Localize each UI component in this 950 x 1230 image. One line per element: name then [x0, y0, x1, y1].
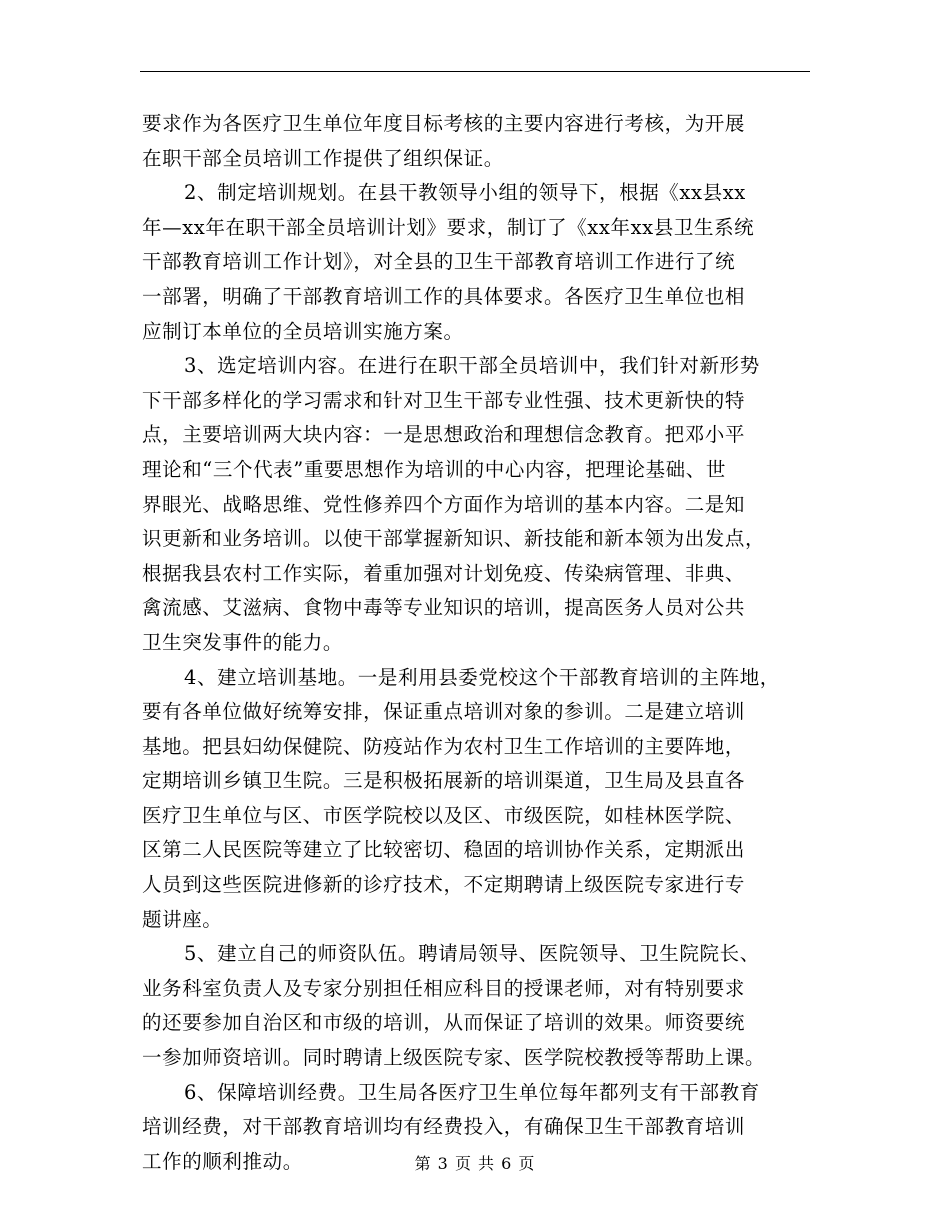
text-line: 要求作为各医疗卫生单位年度目标考核的主要内容进行考核，为开展	[142, 112, 746, 135]
text-line: 题讲座。	[142, 907, 223, 931]
paragraph-6-start: 6、保障培训经费。卫生局各医疗卫生单位每年都列支有干部教育	[184, 1080, 760, 1104]
text-line: 点，主要培训两大块内容：一是思想政治和理想信念教育。把邓小平	[142, 423, 746, 447]
text-line: 的还要参加自治区和市级的培训，从而保证了培训的效果。师资要统	[142, 1011, 746, 1035]
text-line: 人员到这些医院进修新的诊疗技术，不定期聘请上级医院专家进行专	[142, 873, 746, 897]
text-line: 理论和“三个代表”重要思想作为培训的中心内容，把理论基础、世	[142, 457, 726, 481]
text-line: 干部教育培训工作计划》，对全县的卫生干部教育培训工作进行了统	[142, 250, 736, 274]
text-line: 区第二人民医院等建立了比较密切、稳固的培训协作关系，定期派出	[142, 838, 746, 862]
text-line: 识更新和业务培训。以使干部掌握新知识、新技能和新本领为出发点，	[142, 527, 766, 551]
text-line: 业务科室负责人及专家分别担任相应科目的授课老师，对有特别要求	[142, 976, 746, 1000]
text-line: 卫生突发事件的能力。	[142, 630, 344, 654]
text-line: 工作的顺利推动。	[142, 1149, 303, 1173]
text-line: 一部署，明确了干部教育培训工作的具体要求。各医疗卫生单位也相	[142, 284, 746, 308]
text-line: 要有各单位做好统筹安排，保证重点培训对象的参训。二是建立培训	[142, 700, 746, 724]
text-line: 培训经费，对干部教育培训均有经费投入，有确保卫生干部教育培训	[142, 1115, 746, 1139]
paragraph-4-start: 4、建立培训基地。一是利用县委党校这个干部教育培训的主阵地，	[184, 665, 780, 689]
text-line: 界眼光、战略思维、党性修养四个方面作为培训的基本内容。二是知	[142, 492, 746, 516]
text-line: 一参加师资培训。同时聘请上级医院专家、医学院校教授等帮助上课。	[142, 1046, 766, 1070]
text-line: 年—xx年在职干部全员培训计划》要求，制订了《xx年xx县卫生系统	[142, 215, 755, 239]
header-rule	[140, 71, 810, 72]
paragraph-5-start: 5、建立自己的师资队伍。聘请局领导、医院领导、卫生院院长、	[184, 942, 760, 966]
text-line: 在职干部全员培训工作提供了组织保证。	[142, 146, 504, 170]
text-line: 定期培训乡镇卫生院。三是积极拓展新的培训渠道，卫生局及县直各	[142, 769, 746, 793]
text-line: 基地。把县妇幼保健院、防疫站作为农村卫生工作培训的主要阵地，	[142, 734, 746, 758]
page-footer: 第 3 页 共 6 页	[414, 1154, 536, 1173]
document-body	[142, 107, 814, 1179]
text-line: 下干部多样化的学习需求和针对卫生干部专业性强、技术更新快的特	[142, 388, 746, 412]
text-line: 禽流感、艾滋病、食物中毒等专业知识的培训，提高医务人员对公共	[142, 596, 746, 620]
text-line: 应制订本单位的全员培训实施方案。	[142, 319, 464, 343]
paragraph-3-start: 3、选定培训内容。在进行在职干部全员培训中，我们针对新形势	[184, 354, 760, 378]
text-line: 医疗卫生单位与区、市医学院校以及区、市级医院，如桂林医学院、	[142, 803, 746, 827]
text-line: 根据我县农村工作实际，着重加强对计划免疫、传染病管理、非典、	[142, 561, 746, 585]
paragraph-2-start: 2、制定培训规划。在县干教领导小组的领导下，根据《xx县xx	[184, 181, 746, 205]
